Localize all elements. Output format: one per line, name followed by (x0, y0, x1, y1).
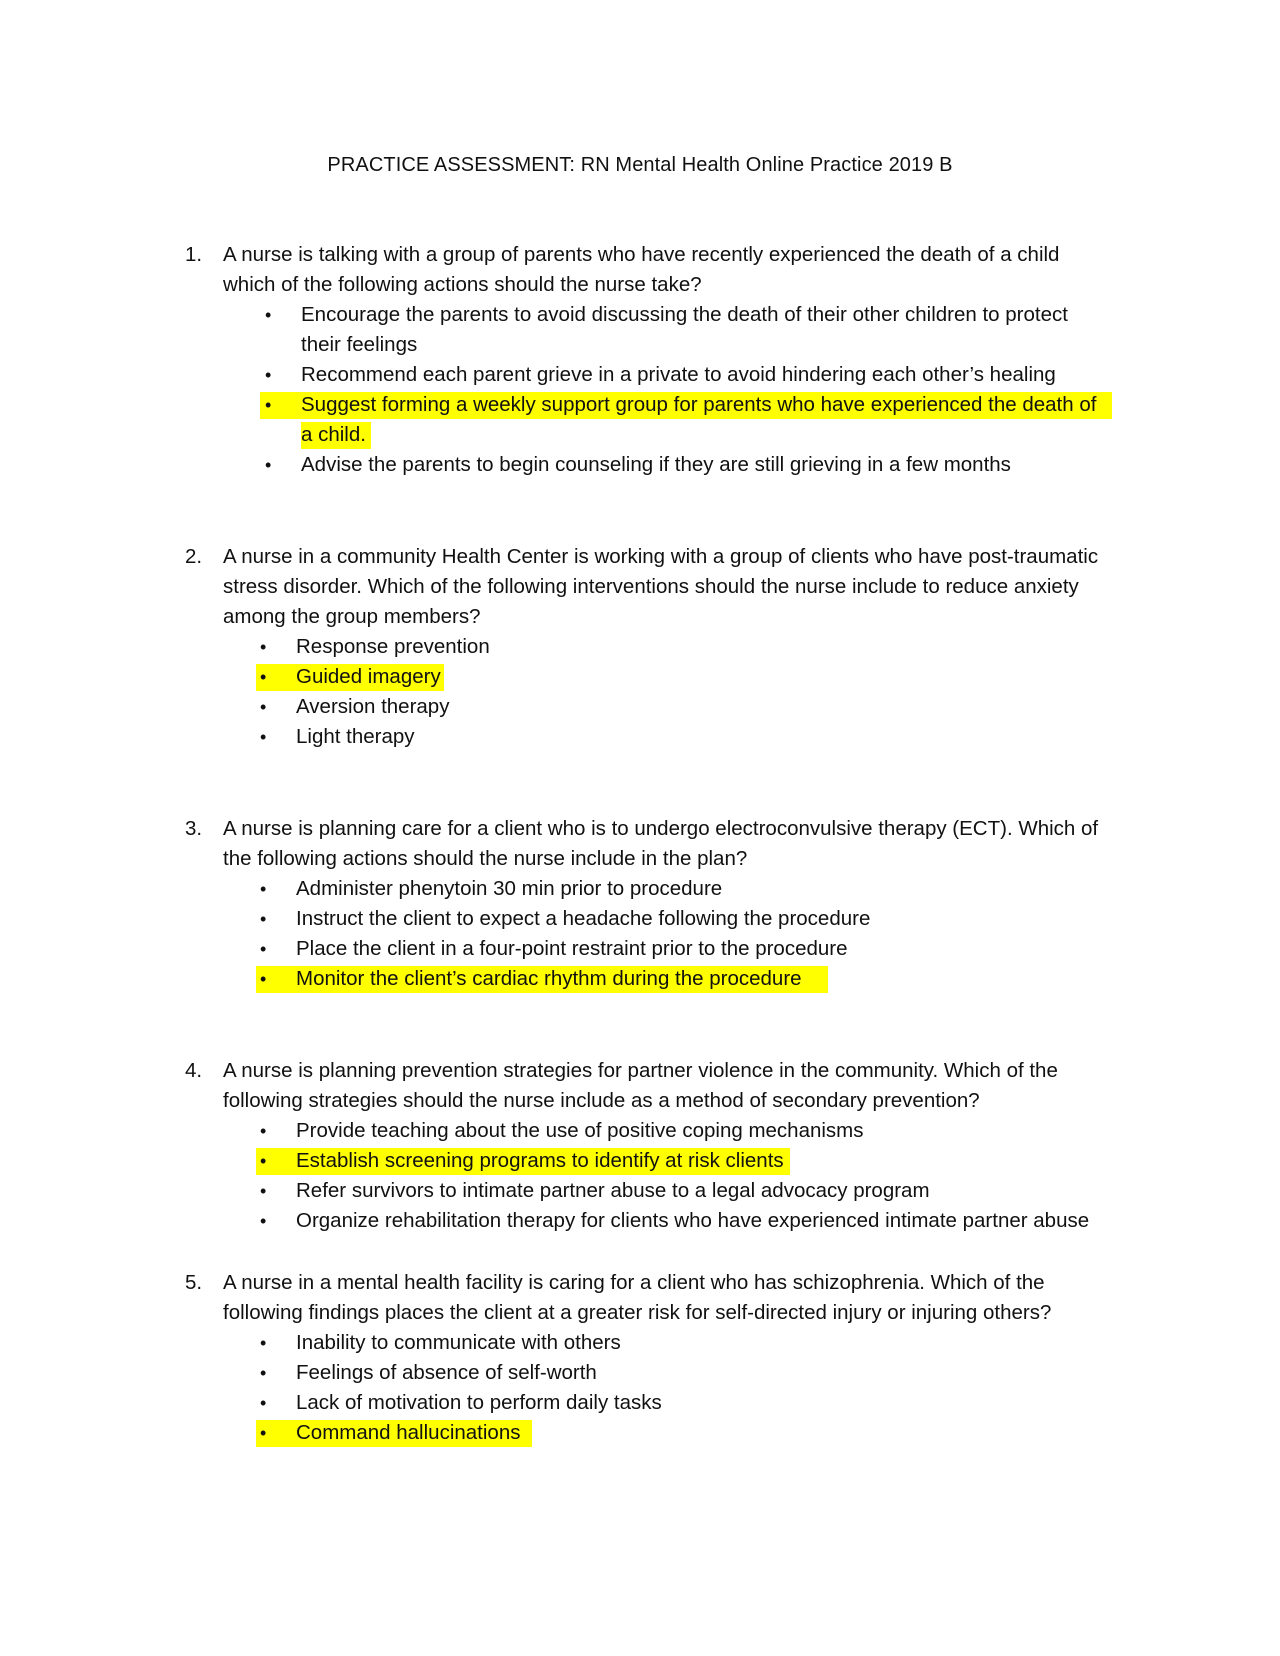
answer-option (0, 722, 1280, 752)
question-number: 2. (185, 545, 203, 568)
bullet-icon: • (265, 395, 272, 415)
bullet-icon: • (260, 637, 267, 657)
bullet-icon: • (260, 1423, 267, 1443)
question-1 (0, 240, 1280, 480)
option-text: Command hallucinations (296, 1421, 521, 1444)
bullet-icon: • (260, 1151, 267, 1171)
answer-options (0, 1116, 1280, 1236)
bullet-icon: • (260, 1121, 267, 1141)
answer-option (0, 1116, 1280, 1146)
question-text: A nurse is talking with a group of parents who have recently experienced the death of a child which of the following actions should the nurse take? (223, 243, 1060, 296)
question-4 (0, 1056, 1280, 1236)
answer-option-highlighted (0, 964, 1280, 994)
option-text: Inability to communicate with others (296, 1331, 621, 1354)
question-stem (0, 814, 1280, 874)
answer-option (0, 904, 1280, 934)
answer-option (0, 1206, 1280, 1236)
answer-option (0, 1388, 1280, 1418)
option-text: Place the client in a four-point restraint prior to the procedure (296, 937, 848, 960)
question-number: 5. (185, 1271, 203, 1294)
answer-option-highlighted (0, 662, 1280, 692)
bullet-icon: • (260, 667, 267, 687)
bullet-icon: • (260, 727, 267, 747)
question-2 (0, 542, 1280, 752)
answer-option (0, 450, 1280, 480)
option-text: Provide teaching about the use of positive coping mechanisms (296, 1119, 864, 1142)
option-text: Organize rehabilitation therapy for clients who have experienced intimate partner abuse (296, 1209, 1090, 1232)
option-text: Encourage the parents to avoid discussing the death of their other children to protect their feelings (301, 303, 1068, 356)
question-text: A nurse in a mental health facility is caring for a client who has schizophrenia. Which of the following findings places the client at a greater risk for self-directed injury or injuring others? (223, 1271, 1052, 1324)
answer-option (0, 300, 1280, 360)
bullet-icon: • (260, 1211, 267, 1231)
answer-option (0, 1328, 1280, 1358)
bullet-icon: • (260, 969, 267, 989)
bullet-icon: • (260, 1181, 267, 1201)
bullet-icon: • (265, 455, 272, 475)
option-text: Response prevention (296, 635, 490, 658)
option-text: Monitor the client’s cardiac rhythm during the procedure (296, 967, 802, 990)
question-text: A nurse is planning care for a client who is to undergo electroconvulsive therapy (ECT). Which of the following actions should the nurse include in the plan? (223, 817, 1099, 870)
bullet-icon: • (260, 879, 267, 899)
option-text: Administer phenytoin 30 min prior to procedure (296, 877, 723, 900)
bullet-icon: • (265, 305, 272, 325)
page-title: PRACTICE ASSESSMENT: RN Mental Health Online Practice 2019 B (327, 154, 953, 176)
answer-option (0, 360, 1280, 390)
option-text: Lack of motivation to perform daily tasks (296, 1391, 662, 1414)
answer-options (0, 1328, 1280, 1448)
question-stem (0, 542, 1280, 632)
option-text: Recommend each parent grieve in a private to avoid hindering each other’s healing (301, 363, 1056, 386)
question-number: 3. (185, 817, 203, 840)
answer-option (0, 1358, 1280, 1388)
option-text: Refer survivors to intimate partner abuse to a legal advocacy program (296, 1179, 930, 1202)
bullet-icon: • (260, 909, 267, 929)
question-stem (0, 1268, 1280, 1328)
answer-options (0, 632, 1280, 752)
answer-option (0, 934, 1280, 964)
answer-options (0, 874, 1280, 994)
bullet-icon: • (260, 939, 267, 959)
answer-option-highlighted (0, 390, 1280, 450)
question-stem (0, 240, 1280, 300)
question-3 (0, 814, 1280, 994)
option-text: Light therapy (296, 725, 415, 748)
bullet-icon: • (265, 365, 272, 385)
option-text: Feelings of absence of self-worth (296, 1361, 597, 1384)
bullet-icon: • (260, 1363, 267, 1383)
question-text: A nurse in a community Health Center is working with a group of clients who have post-traumatic stress disorder. Which of the following interventions should the nurse include to reduce anxiety among the group members? (223, 545, 1099, 628)
bullet-icon: • (260, 1393, 267, 1413)
question-number: 1. (185, 243, 203, 266)
question-number: 4. (185, 1059, 203, 1082)
answer-option (0, 632, 1280, 662)
bullet-icon: • (260, 697, 267, 717)
option-text: Aversion therapy (296, 695, 450, 718)
question-5 (0, 1268, 1280, 1448)
answer-option (0, 1176, 1280, 1206)
option-text: Instruct the client to expect a headache following the procedure (296, 907, 871, 930)
answer-option (0, 874, 1280, 904)
option-text: Guided imagery (296, 665, 441, 688)
option-text: Establish screening programs to identify at risk clients (296, 1149, 784, 1172)
option-text: Suggest forming a weekly support group for parents who have experienced the death of a child. (301, 393, 1097, 446)
answer-option-highlighted (0, 1418, 1280, 1448)
bullet-icon: • (260, 1333, 267, 1353)
question-text: A nurse is planning prevention strategies for partner violence in the community. Which of the following strategies should the nurse include as a method of secondary prevention? (223, 1059, 1058, 1112)
question-stem (0, 1056, 1280, 1116)
option-text: Advise the parents to begin counseling if they are still grieving in a few months (301, 453, 1011, 476)
answer-options (0, 300, 1280, 480)
answer-option-highlighted (0, 1146, 1280, 1176)
answer-option (0, 692, 1280, 722)
